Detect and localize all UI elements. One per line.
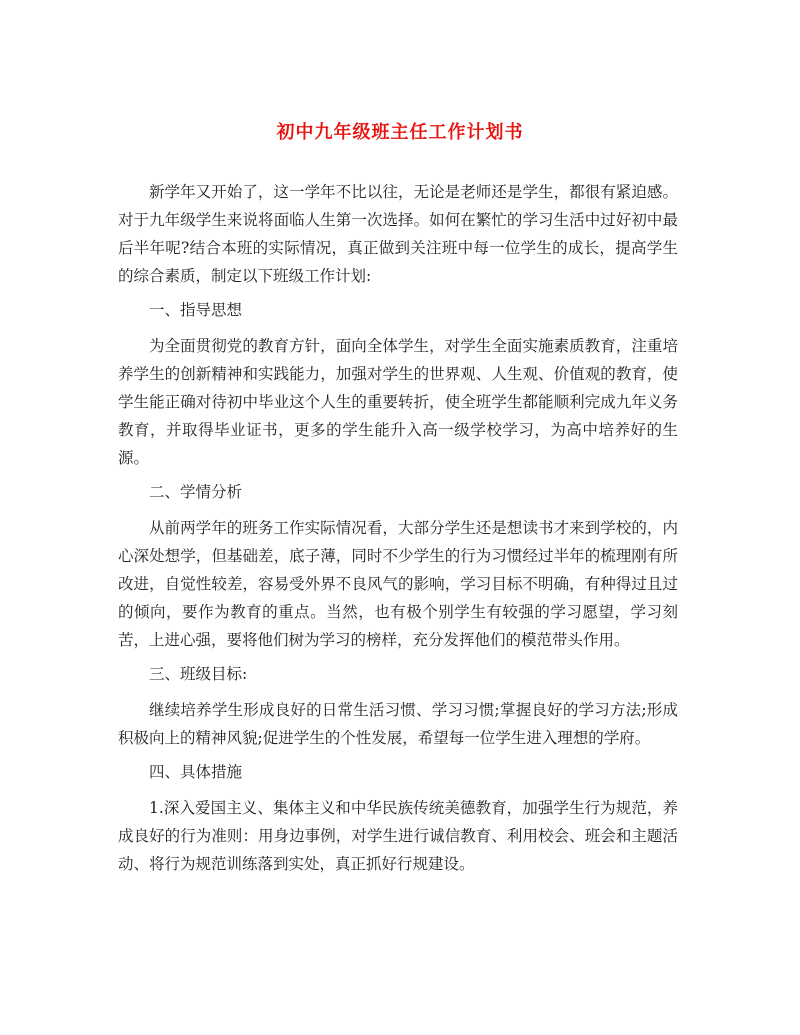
section-heading-measures: 四、具体措施 [149,763,243,781]
document-title: 初中九年级班主任工作计划书 [276,122,524,143]
guiding-ideology-paragraph: 为全面贯彻党的教育方针，面向全体学生，对学生全面实施素质教育，注重培养学生的创新精神和实践能力，加强对学生的世界观、人生观、价值观的教育，使学生能正确对待初中毕业这个人生的重要转折，使全班学生都能顺利完成九年义务教育，并取得毕业证书，更多的学生能升入高一级学校学习，为高中培养好的生源。 [118,337,678,467]
intro-paragraph: 新学年又开始了，这一学年不比以往，无论是老师还是学生，都很有紧迫感。对于九年级学生来说将面临人生第一次选择。如何在繁忙的学习生活中过好初中最后半年呢?结合本班的实际情况，真正做到关注班中每一位学生的成长，提高学生的综合素质，制定以下班级工作计划: [118,183,678,285]
class-goals-paragraph: 继续培养学生形成良好的日常生活习惯、学习习惯;掌握良好的学习方法;形成积极向上的精神风貌;促进学生的个性发展，希望每一位学生进入理想的学府。 [118,701,678,747]
section-heading-class-goals: 三、班级目标: [149,665,248,683]
section-heading-student-analysis: 二、学情分析 [149,483,243,501]
document-body [118,178,678,884]
measures-paragraph: 1.深入爱国主义、集体主义和中华民族传统美德教育，加强学生行为规范，养成良好的行为准则：用身边事例，对学生进行诚信教育、利用校会、班会和主题活动、将行为规范训练落到实处，真正抓好行规建设。 [118,799,678,873]
student-analysis-paragraph: 从前两学年的班务工作实际情况看，大部分学生还是想读书才来到学校的，内心深处想学，但基础差，底子薄，同时不少学生的行为习惯经过半年的梳理刚有所改进，自觉性较差，容易受外界不良风气的影响，学习目标不明确，有种得过且过的倾向，要作为教育的重点。当然，也有极个别学生有较强的学习愿望，学习刻苦，上进心强，要将他们树为学习的榜样，充分发挥他们的模范带头作用。 [118,519,678,649]
section-heading-guiding-ideology: 一、指导思想 [149,301,243,319]
